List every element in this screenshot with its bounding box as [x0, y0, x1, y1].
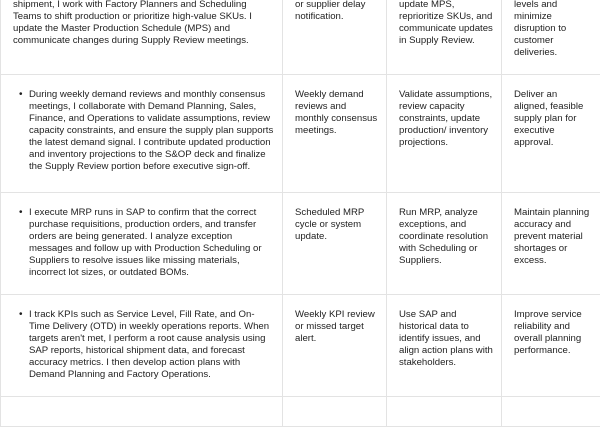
- table-row: [1, 295, 600, 397]
- process-text: shipment, I work with Factory Planners and Scheduling Teams to shift production or prioritize high-value SKUs. I update the Master Production Schedule (MPS) and communicate changes during Supply Review meetings.: [13, 0, 252, 46]
- trigger-cell: [283, 75, 387, 192]
- table-row: [1, 397, 600, 427]
- action-text: Run MRP, analyze exceptions, and coordinate resolution with Scheduling or Suppliers.: [399, 207, 489, 266]
- trigger-text: Weekly demand reviews and monthly consensus meetings.: [295, 89, 378, 136]
- outcome-cell: [502, 397, 600, 426]
- action-cell: [387, 295, 502, 396]
- trigger-cell: [283, 295, 387, 396]
- action-cell: [387, 0, 502, 74]
- outcome-cell: [502, 295, 600, 396]
- trigger-cell: [283, 193, 387, 294]
- process-cell: [1, 75, 283, 192]
- bullet-icon: •: [19, 207, 23, 218]
- outcome-cell: [502, 75, 600, 192]
- process-text: During weekly demand reviews and monthly consensus meetings, I collaborate with Demand Planning, Sales, Finance, and Operations to validate assumptions, review capacity constraints, and ensure the supply plan supports the latest demand signal. I contribute updated production and inventory projections to the S&OP deck and finalize the Supply Review portion before executive sign-off.: [29, 89, 274, 172]
- process-text: I track KPIs such as Service Level, Fill Rate, and On-Time Delivery (OTD) in weekly operations reports. When targets aren't met, I perform a root cause analysis using SAP reports, historical shipment data, and forecast accuracy metrics. I then develop action plans with Demand Planning and Factory Operations.: [29, 309, 270, 380]
- bullet-icon: •: [19, 89, 23, 100]
- table-row: [1, 0, 600, 75]
- action-text: Validate assumptions, review capacity constraints, update production/ inventory projections.: [399, 89, 493, 148]
- trigger-text: Scheduled MRP cycle or system update.: [295, 207, 365, 242]
- process-cell: [1, 0, 283, 74]
- process-text: I execute MRP runs in SAP to confirm that the correct purchase requisitions, production orders, and transfer orders are being generated. I analyze exception messages and follow up with Production Scheduling or Suppliers to resolve issues like missing materials, incorrect lot sizes, or outdated BOMs.: [29, 207, 262, 278]
- bullet-icon: •: [19, 309, 23, 320]
- outcome-text: Improve service reliability and overall planning performance.: [514, 309, 582, 356]
- outcome-text: levels and minimize disruption to customer deliveries.: [514, 0, 567, 58]
- outcome-cell: [502, 0, 600, 74]
- table-row: [1, 75, 600, 193]
- action-cell: [387, 397, 502, 426]
- outcome-text: Deliver an aligned, feasible supply plan for executive approval.: [514, 89, 584, 148]
- table-row: [1, 193, 600, 295]
- process-cell: [1, 193, 283, 294]
- action-cell: [387, 193, 502, 294]
- trigger-text: Weekly KPI review or missed target alert.: [295, 309, 375, 344]
- trigger-cell: [283, 0, 387, 74]
- action-text: Use SAP and historical data to identify issues, and align action plans with stakeholders.: [399, 309, 493, 368]
- outcome-cell: [502, 193, 600, 294]
- process-cell: [1, 295, 283, 396]
- trigger-cell: [283, 397, 387, 426]
- action-cell: [387, 75, 502, 192]
- trigger-text: or supplier delay notification.: [295, 0, 366, 22]
- process-cell: [1, 397, 283, 426]
- outcome-text: Maintain planning accuracy and prevent material shortages or excess.: [514, 207, 590, 266]
- action-text: update MPS, reprioritize SKUs, and communicate updates in Supply Review.: [399, 0, 493, 46]
